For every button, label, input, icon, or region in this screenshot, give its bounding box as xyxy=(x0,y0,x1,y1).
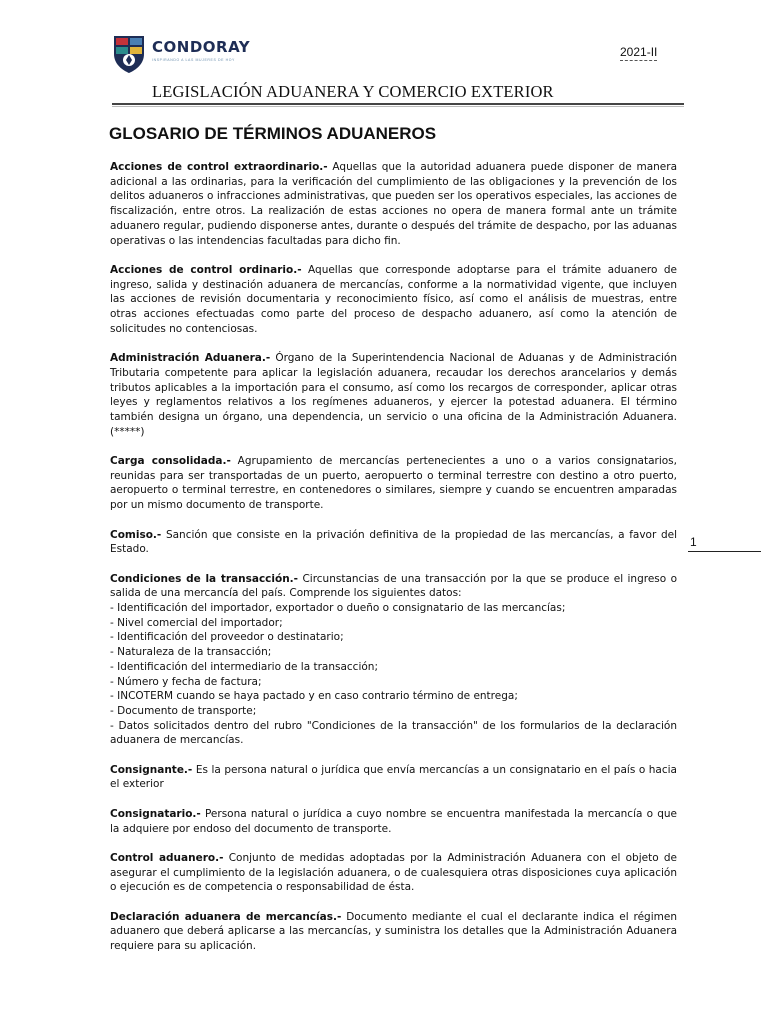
entry-definition: Documento mediante el cual el declarante indica el régimen aduanero que deberá aplicarse a las mercancías, y suministra los detalles que la Administración Aduanera requiere para su aplicación. xyxy=(110,910,677,953)
list-item: - Identificación del importador, exportador o dueño o consignatario de las mercancías; xyxy=(110,602,566,615)
page-number-rule xyxy=(688,551,761,552)
list-item: - Documento de transporte; xyxy=(110,704,257,717)
glossary-entry xyxy=(110,528,677,557)
glossary-entry xyxy=(110,160,677,248)
entry-term: Administración Aduanera.- xyxy=(110,352,271,365)
entry-definition: Aquellas que la autoridad aduanera puede disponer de manera adicional a las ordinarias, para la verificación del cumplimiento de las obligaciones y la prevención de los delitos aduaneros o infracciones administrativas, que pueden ser los operativos especiales, las acciones de fiscalización, entre otros. La realización de estas acciones no opera de manera formal ante un trámite aduanero regular, pudiendo disponerse antes, durante o después del trámite de despacho, por las aduanas operativas o las intendencias facultadas para dicho fin. xyxy=(110,161,677,247)
entry-term: Acciones de control extraordinario.- xyxy=(110,161,328,173)
entry-term: Acciones de control ordinario.- xyxy=(110,263,302,276)
list-item: - Identificación del intermediario de la transacción; xyxy=(110,660,378,673)
shield-logo-icon xyxy=(112,34,146,74)
brand-logo xyxy=(112,34,252,74)
entry-definition: Conjunto de medidas adoptadas por la Administración Aduanera con el objeto de asegurar el cumplimiento de la legislación aduanera, o de cualesquiera otras disposiciones cuya aplicación o ejecución es de competencia o responsabilidad de ésta. xyxy=(110,851,678,894)
list-item: - Nivel comercial del importador; xyxy=(110,616,283,629)
glossary-entry xyxy=(110,263,677,337)
glossary-entry xyxy=(110,807,677,836)
entry-term: Control aduanero.- xyxy=(110,851,224,864)
glossary-entry xyxy=(110,851,677,895)
glossary-content xyxy=(110,160,677,969)
entry-definition: Circunstancias de una transacción por la que se produce el ingreso o salida de una mercancía del país. Comprende los siguientes datos: xyxy=(110,572,678,600)
entry-term: Consignatario.- xyxy=(110,807,201,820)
header-rule-shadow xyxy=(112,106,684,107)
entry-term: Declaración aduanera de mercancías.- xyxy=(110,910,342,923)
list-item: - Identificación del proveedor o destinatario; xyxy=(110,631,344,644)
list-item: - Datos solicitados dentro del rubro "Condiciones de la transacción" de los formularios de la declaración aduanera de mercancías. xyxy=(110,719,677,747)
glossary-entry xyxy=(110,454,677,513)
glossary-entry xyxy=(110,763,677,792)
entry-term: Consignante.- xyxy=(110,763,193,776)
list-item: - Número y fecha de factura; xyxy=(110,675,262,688)
entry-definition: Órgano de la Superintendencia Nacional de Aduanas y de Administración Tributaria competente para aplicar la legislación aduanera, recaudar los derechos arancelarios y demás tributos aplicables a la importación para el consumo, así como los recargos de corresponder, aplicar otras leyes y reglamentos relativos a los regímenes aduaneros, y ejercer la potestad aduanera. El término también designa un órgano, una dependencia, un servicio o una oficina de la Administración Aduanera. (*****) xyxy=(110,352,677,438)
glossary-entry xyxy=(110,351,677,439)
header-rule xyxy=(112,103,684,105)
entry-term: Condiciones de la transacción.- xyxy=(110,572,299,585)
glossary-entry xyxy=(110,572,677,748)
brand-name: CONDORAY xyxy=(152,38,251,56)
glossary-entry xyxy=(110,910,677,954)
document-title: GLOSARIO DE TÉRMINOS ADUANEROS xyxy=(109,124,437,143)
entry-definition: Persona natural o jurídica a cuyo nombre se encuentra manifestada la mercancía o que la adquiere por endoso del documento de transporte. xyxy=(110,807,677,835)
transaction-conditions-list xyxy=(110,601,677,748)
entry-definition: Agrupamiento de mercancías pertenecientes a uno o a varios consignatarios, reunidas para ser transportadas de un puerto, aeropuerto o terminal terrestre con destino a otro puerto, aeropuerto o terminal terrestre, en contenedores o similares, siempre y cuando se encuentren amparadas por un mismo documento de transporte. xyxy=(110,455,677,512)
brand-tagline: INSPIRANDO A LAS MUJERES DE HOY xyxy=(152,58,235,62)
list-item: - INCOTERM cuando se haya pactado y en caso contrario término de entrega; xyxy=(110,690,518,703)
entry-definition: Sanción que consiste en la privación definitiva de la propiedad de las mercancías, a favor del Estado. xyxy=(110,528,677,556)
entry-term: Comiso.- xyxy=(110,528,162,541)
page-number: 1 xyxy=(690,535,697,549)
course-title: LEGISLACIÓN ADUANERA Y COMERCIO EXTERIOR xyxy=(152,82,554,101)
semester-label: 2021-II xyxy=(620,45,658,59)
entry-intro xyxy=(110,572,677,601)
list-item: - Naturaleza de la transacción; xyxy=(110,646,272,659)
entry-term: Carga consolidada.- xyxy=(110,455,231,468)
entry-definition: Aquellas que corresponde adoptarse para el trámite aduanero de ingreso, salida y destinación aduanera de mercancías, conforme a la normatividad vigente, que incluyen las acciones de revisión documentaria y reconocimiento físico, así como el análisis de muestras, entre otras acciones efectuadas como parte del proceso de despacho aduanero, así como la atención de solicitudes no contenciosas. xyxy=(110,263,678,335)
entry-definition: Es la persona natural o jurídica que envía mercancías a un consignatario en el país o hacia el exterior xyxy=(110,763,677,791)
